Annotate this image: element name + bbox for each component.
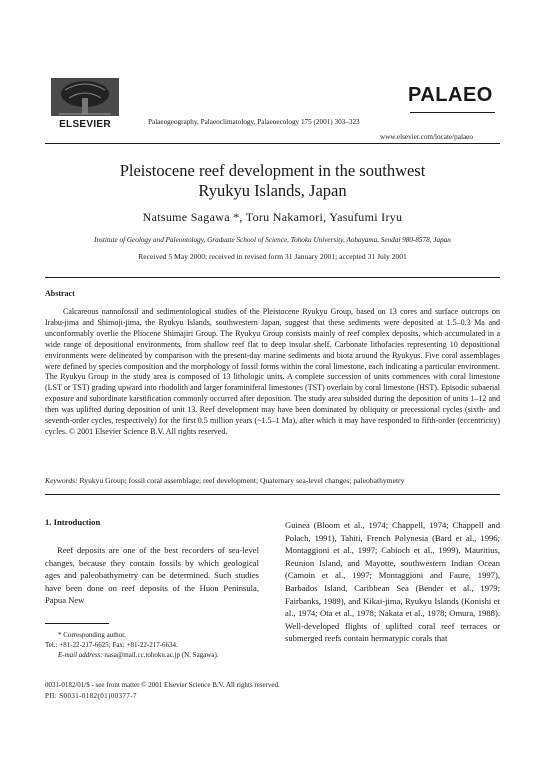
contact-email bbox=[58, 651, 219, 659]
section-heading-introduction: 1. Introduction bbox=[45, 517, 101, 527]
keywords-label: Keywords: bbox=[45, 476, 78, 485]
abstract-text: Calcareous nannofossil and sedimentological studies of the Pleistocene Ryukyu Group, based on 13 cores and surface outcrops on Irabu-jima and Shimoji-jima, the Ryukyu Islands, southwestern Japan, suggest that these sediments were deposited at 1.5–0.3 Ma and unconformably overlie the Pliocene Shimajiri Group. The Ryukyu Group consists mainly of reef complex deposits, which accumulated in a wide range of depositional environments, from shallow reef flat to deep insular shelf. Carbonate lithofacies representing 10 depositional environments were delineated by comparison with the present-day marine sediments and biota around the Ryukyus. Five coral assemblages were defined by species composition and the morphology of fossil forms within the coral limestone, each indicating a particular environment. The Ryukyu Group in the study area is composed of 13 lithologic units. A complete succession of units commences with coral limestone (LST or TST) grading upward into rhodolith and larger foraminiferal limestones (TST) overlain by coral limestone (HST). Episodic subaerial exposure and subordinate karstification commonly occurred after deposition. The study area subsided during the deposition of units 1–12 and then was uplifted during deposition of unit 13. Reef development may have been dominated by obliquity or precessional cycles (sixth- and seventh-order cycles, respectively) for the first 0.5 million years (~1.5–1 Ma), after which it may have responded to fifth-order (eccentricity) cycles. © 2001 Elsevier Science B.V. All rights reserved. bbox=[45, 307, 500, 436]
copyright-notice: 0031-0182/01/$ - see front matter © 2001 Elsevier Science B.V. All rights reserved. bbox=[45, 681, 280, 689]
abstract-top-divider bbox=[45, 277, 500, 278]
keywords bbox=[45, 476, 500, 485]
journal-logo-text: PALAEO bbox=[408, 84, 493, 106]
title-line-1: Pleistocene reef development in the southwest bbox=[119, 161, 426, 180]
pii-identifier: PII: S0031-0182(01)00377-7 bbox=[45, 692, 137, 700]
title-line-2: Ryukyu Islands, Japan bbox=[198, 181, 347, 200]
email-address[interactable]: nasa@mail.cc.tohoku.ac.jp (N. Sagawa). bbox=[104, 651, 219, 659]
author-list: Natsume Sagawa *, Toru Nakamori, Yasufumi Iryu bbox=[142, 210, 403, 224]
affiliation: Institute of Geology and Paleontology, Graduate School of Science, Tohoku University, Aobayama, Sendai 980-8578, Japan bbox=[94, 236, 451, 244]
logo-underline bbox=[410, 112, 495, 113]
contact-phone-fax: Tel.: +81-22-217-6625; Fax: +81-22-217-6634. bbox=[45, 641, 178, 649]
article-title bbox=[45, 161, 500, 201]
header-divider bbox=[45, 143, 500, 144]
intro-left-column: Reef deposits are one of the best recorders of sea-level changes, because they contain fossils by which geological ages and paleobathymetry can be determined. Such studies have been done on reef deposits of the Huon Peninsula, Papua New bbox=[45, 545, 259, 606]
corresponding-author-note: * Corresponding author. bbox=[58, 631, 126, 639]
publisher-name: ELSEVIER bbox=[59, 119, 111, 130]
abstract-bottom-divider bbox=[45, 494, 500, 495]
footnote-divider bbox=[45, 623, 109, 624]
abstract-heading: Abstract bbox=[45, 289, 75, 298]
intro-right-column: Guinea (Bloom et al., 1974; Chappell, 1974; Chappell and Polach, 1991), Tahiti, French Polynesia (Bard et al., 1996; Montaggioni et al., 1997; Cabioch et al., 1999), Mauritius, Reunion Island, and Mayotte, southwestern Indian Ocean (Camoin et al., 1997; Montaggioni and Faure, 1997), Barbados Island, Caribbean Sea (Bender et al., 1979; Fairbanks, 1989), and Kikai-jima, Ryukyu Islands (Konishi et al., 1974; Ota et al., 1978; Nakata et al., 1978; Omura, 1988). Well-developed flights of uplifted coral reef terraces or submerged reefs contain hermatypic corals that bbox=[285, 520, 500, 644]
keywords-list: Ryukyu Group; fossil coral assemblage; reef development; Quaternary sea-level changes; paleobathymetry bbox=[79, 476, 405, 485]
received-dates: Received 5 May 2000; received in revised form 31 January 2001; accepted 31 July 2001 bbox=[138, 252, 407, 261]
journal-url[interactable]: www.elsevier.com/locate/palaeo bbox=[380, 133, 473, 141]
journal-citation: Palaeogeography, Palaeoclimatology, Palaeoecology 175 (2001) 303–323 bbox=[148, 118, 360, 126]
email-label: E-mail address: bbox=[58, 651, 103, 659]
elsevier-tree-logo bbox=[45, 76, 125, 118]
